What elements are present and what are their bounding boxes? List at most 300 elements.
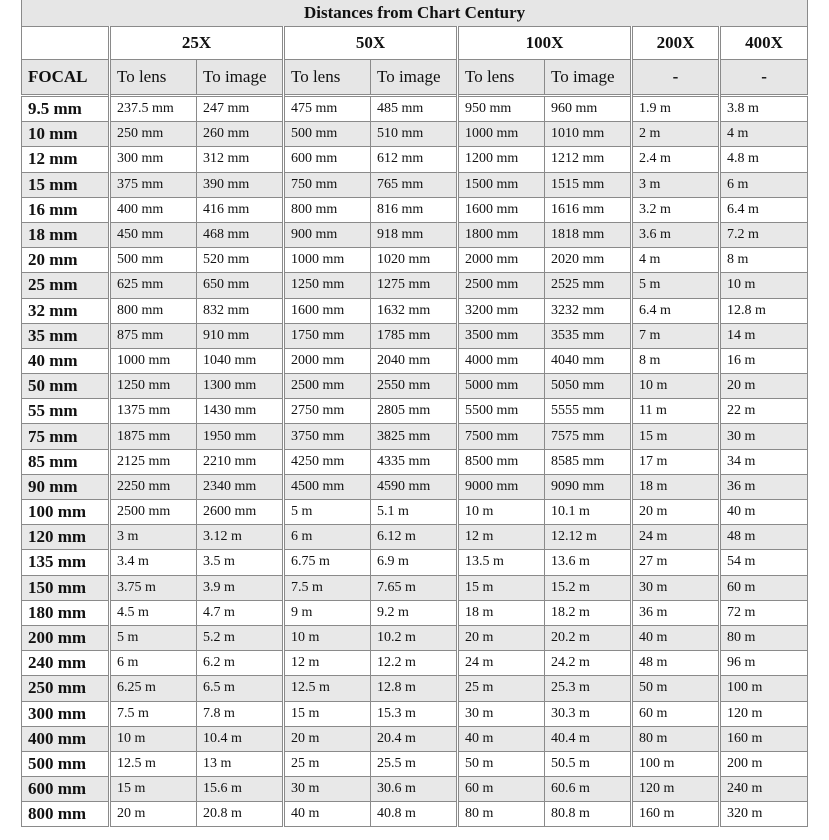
distance-cell: 15 m bbox=[284, 701, 371, 726]
distance-cell: 1430 mm bbox=[197, 399, 284, 424]
focal-cell: 800 mm bbox=[22, 802, 110, 827]
distance-cell: 5.1 m bbox=[371, 500, 458, 525]
focal-cell: 85 mm bbox=[22, 449, 110, 474]
focal-cell: 100 mm bbox=[22, 500, 110, 525]
distance-cell: 1632 mm bbox=[371, 298, 458, 323]
distance-cell: 14 m bbox=[720, 323, 808, 348]
distance-cell: 2340 mm bbox=[197, 474, 284, 499]
distance-cell: 312 mm bbox=[197, 147, 284, 172]
group-header-25x: 25X bbox=[110, 27, 284, 60]
focal-cell: 90 mm bbox=[22, 474, 110, 499]
table-row bbox=[22, 248, 808, 273]
distance-cell: 510 mm bbox=[371, 122, 458, 147]
distance-cell: 80 m bbox=[720, 625, 808, 650]
table-row bbox=[22, 374, 808, 399]
group-header-100x: 100X bbox=[458, 27, 632, 60]
distance-cell: 237.5 mm bbox=[110, 96, 197, 122]
focal-cell: 10 mm bbox=[22, 122, 110, 147]
distance-cell: 2600 mm bbox=[197, 500, 284, 525]
distance-cell: 475 mm bbox=[284, 96, 371, 122]
distance-cell: 900 mm bbox=[284, 222, 371, 247]
table-row bbox=[22, 726, 808, 751]
distance-cell: 800 mm bbox=[110, 298, 197, 323]
focal-cell: 12 mm bbox=[22, 147, 110, 172]
distance-cell: 20 m bbox=[458, 625, 545, 650]
distance-cell: 20 m bbox=[110, 802, 197, 827]
distance-cell: 7.5 m bbox=[110, 701, 197, 726]
distance-cell: 54 m bbox=[720, 550, 808, 575]
distance-cell: 13 m bbox=[197, 751, 284, 776]
distance-cell: 3825 mm bbox=[371, 424, 458, 449]
distance-cell: 25.5 m bbox=[371, 751, 458, 776]
distance-cell: 2.4 m bbox=[632, 147, 720, 172]
dash-header-400x: - bbox=[720, 60, 808, 96]
distance-cell: 25 m bbox=[458, 676, 545, 701]
distance-cell: 20 m bbox=[720, 374, 808, 399]
distance-cell: 40 m bbox=[458, 726, 545, 751]
distance-table bbox=[21, 0, 808, 827]
focal-cell: 150 mm bbox=[22, 575, 110, 600]
distance-cell: 1275 mm bbox=[371, 273, 458, 298]
distance-cell: 4250 mm bbox=[284, 449, 371, 474]
distance-cell: 816 mm bbox=[371, 197, 458, 222]
distance-cell: 100 m bbox=[720, 676, 808, 701]
group-header-row bbox=[22, 27, 808, 60]
distance-cell: 3.8 m bbox=[720, 96, 808, 122]
table-row bbox=[22, 802, 808, 827]
distance-cell: 15 m bbox=[110, 777, 197, 802]
table-row bbox=[22, 273, 808, 298]
table-row bbox=[22, 701, 808, 726]
distance-cell: 5.2 m bbox=[197, 625, 284, 650]
distance-cell: 625 mm bbox=[110, 273, 197, 298]
distance-cell: 10 m bbox=[284, 625, 371, 650]
distance-cell: 2210 mm bbox=[197, 449, 284, 474]
distance-cell: 72 m bbox=[720, 600, 808, 625]
distance-cell: 7.5 m bbox=[284, 575, 371, 600]
distance-cell: 20.4 m bbox=[371, 726, 458, 751]
distance-cell: 10 m bbox=[458, 500, 545, 525]
distance-cell: 50 m bbox=[458, 751, 545, 776]
distance-cell: 80 m bbox=[458, 802, 545, 827]
distance-cell: 2500 mm bbox=[110, 500, 197, 525]
group-header-50x: 50X bbox=[284, 27, 458, 60]
distance-cell: 9.2 m bbox=[371, 600, 458, 625]
focal-cell: 40 mm bbox=[22, 348, 110, 373]
table-row bbox=[22, 575, 808, 600]
distance-cell: 5 m bbox=[110, 625, 197, 650]
table-row bbox=[22, 399, 808, 424]
to-image-header-50x: To image bbox=[371, 60, 458, 96]
distance-cell: 3232 mm bbox=[545, 298, 632, 323]
distance-cell: 6.9 m bbox=[371, 550, 458, 575]
distance-cell: 18 m bbox=[458, 600, 545, 625]
distance-cell: 500 mm bbox=[284, 122, 371, 147]
distance-cell: 7575 mm bbox=[545, 424, 632, 449]
table-row bbox=[22, 500, 808, 525]
distance-cell: 6.4 m bbox=[720, 197, 808, 222]
title-row bbox=[22, 0, 808, 27]
distance-cell: 2805 mm bbox=[371, 399, 458, 424]
distance-cell: 4.5 m bbox=[110, 600, 197, 625]
distance-cell: 1250 mm bbox=[284, 273, 371, 298]
distance-cell: 6.2 m bbox=[197, 651, 284, 676]
distance-cell: 15.2 m bbox=[545, 575, 632, 600]
distance-cell: 30 m bbox=[458, 701, 545, 726]
distance-cell: 13.6 m bbox=[545, 550, 632, 575]
distance-cell: 1040 mm bbox=[197, 348, 284, 373]
focal-cell: 240 mm bbox=[22, 651, 110, 676]
distance-cell: 30 m bbox=[284, 777, 371, 802]
distance-cell: 4335 mm bbox=[371, 449, 458, 474]
distance-cell: 12.12 m bbox=[545, 525, 632, 550]
distance-cell: 485 mm bbox=[371, 96, 458, 122]
distance-cell: 6.12 m bbox=[371, 525, 458, 550]
distance-cell: 12.5 m bbox=[284, 676, 371, 701]
distance-cell: 10 m bbox=[720, 273, 808, 298]
distance-cell: 750 mm bbox=[284, 172, 371, 197]
distance-cell: 50.5 m bbox=[545, 751, 632, 776]
distance-cell: 12.2 m bbox=[371, 651, 458, 676]
table-row bbox=[22, 751, 808, 776]
distance-cell: 3.5 m bbox=[197, 550, 284, 575]
distance-cell: 650 mm bbox=[197, 273, 284, 298]
distance-cell: 5 m bbox=[632, 273, 720, 298]
distance-cell: 2 m bbox=[632, 122, 720, 147]
distance-cell: 48 m bbox=[720, 525, 808, 550]
distance-cell: 4040 mm bbox=[545, 348, 632, 373]
focal-cell: 35 mm bbox=[22, 323, 110, 348]
distance-cell: 5050 mm bbox=[545, 374, 632, 399]
distance-cell: 375 mm bbox=[110, 172, 197, 197]
distance-cell: 390 mm bbox=[197, 172, 284, 197]
distance-cell: 3 m bbox=[110, 525, 197, 550]
distance-cell: 7.8 m bbox=[197, 701, 284, 726]
table-row bbox=[22, 525, 808, 550]
group-header-400x: 400X bbox=[720, 27, 808, 60]
distance-cell: 60 m bbox=[720, 575, 808, 600]
focal-cell: 500 mm bbox=[22, 751, 110, 776]
distance-cell: 765 mm bbox=[371, 172, 458, 197]
distance-cell: 260 mm bbox=[197, 122, 284, 147]
table-row bbox=[22, 172, 808, 197]
distance-cell: 2250 mm bbox=[110, 474, 197, 499]
distance-cell: 3.4 m bbox=[110, 550, 197, 575]
distance-cell: 200 m bbox=[720, 751, 808, 776]
distance-cell: 8 m bbox=[720, 248, 808, 273]
focal-cell: 180 mm bbox=[22, 600, 110, 625]
distance-cell: 18.2 m bbox=[545, 600, 632, 625]
distance-cell: 40 m bbox=[632, 625, 720, 650]
table-title: Distances from Chart Century bbox=[22, 0, 808, 27]
distance-cell: 20.8 m bbox=[197, 802, 284, 827]
distance-cell: 30 m bbox=[632, 575, 720, 600]
distance-cell: 6 m bbox=[284, 525, 371, 550]
distance-cell: 247 mm bbox=[197, 96, 284, 122]
to-lens-header-50x: To lens bbox=[284, 60, 371, 96]
focal-cell: 20 mm bbox=[22, 248, 110, 273]
distance-cell: 20.2 m bbox=[545, 625, 632, 650]
distance-cell: 10 m bbox=[632, 374, 720, 399]
distance-cell: 60 m bbox=[458, 777, 545, 802]
distance-cell: 80 m bbox=[632, 726, 720, 751]
distance-cell: 18 m bbox=[632, 474, 720, 499]
to-image-header-25x: To image bbox=[197, 60, 284, 96]
distance-cell: 1020 mm bbox=[371, 248, 458, 273]
distance-cell: 20 m bbox=[632, 500, 720, 525]
distance-cell: 416 mm bbox=[197, 197, 284, 222]
distance-cell: 160 m bbox=[632, 802, 720, 827]
distance-cell: 5500 mm bbox=[458, 399, 545, 424]
distance-cell: 450 mm bbox=[110, 222, 197, 247]
distance-cell: 60.6 m bbox=[545, 777, 632, 802]
focal-cell: 120 mm bbox=[22, 525, 110, 550]
distance-cell: 30 m bbox=[720, 424, 808, 449]
distance-cell: 1600 mm bbox=[458, 197, 545, 222]
distance-cell: 1300 mm bbox=[197, 374, 284, 399]
table-row bbox=[22, 298, 808, 323]
distance-cell: 875 mm bbox=[110, 323, 197, 348]
distance-cell: 7 m bbox=[632, 323, 720, 348]
distance-cell: 6.75 m bbox=[284, 550, 371, 575]
table-row bbox=[22, 651, 808, 676]
focal-cell: 9.5 mm bbox=[22, 96, 110, 122]
distance-cell: 12.5 m bbox=[110, 751, 197, 776]
distance-cell: 12 m bbox=[284, 651, 371, 676]
table-row bbox=[22, 449, 808, 474]
focal-cell: 55 mm bbox=[22, 399, 110, 424]
distance-cell: 3200 mm bbox=[458, 298, 545, 323]
distance-cell: 2500 mm bbox=[458, 273, 545, 298]
distance-cell: 10.4 m bbox=[197, 726, 284, 751]
distance-cell: 2000 mm bbox=[458, 248, 545, 273]
distance-cell: 1250 mm bbox=[110, 374, 197, 399]
distance-cell: 3.2 m bbox=[632, 197, 720, 222]
distance-cell: 1375 mm bbox=[110, 399, 197, 424]
distance-cell: 1000 mm bbox=[110, 348, 197, 373]
group-header-200x: 200X bbox=[632, 27, 720, 60]
distance-cell: 468 mm bbox=[197, 222, 284, 247]
distance-cell: 5 m bbox=[284, 500, 371, 525]
distance-cell: 15 m bbox=[632, 424, 720, 449]
distance-cell: 1950 mm bbox=[197, 424, 284, 449]
distance-cell: 48 m bbox=[632, 651, 720, 676]
distance-cell: 120 m bbox=[632, 777, 720, 802]
distance-cell: 240 m bbox=[720, 777, 808, 802]
distance-cell: 1000 mm bbox=[458, 122, 545, 147]
distance-cell: 2125 mm bbox=[110, 449, 197, 474]
distance-cell: 5555 mm bbox=[545, 399, 632, 424]
distance-cell: 300 mm bbox=[110, 147, 197, 172]
distance-cell: 15.3 m bbox=[371, 701, 458, 726]
focal-header: FOCAL bbox=[22, 60, 110, 96]
distance-cell: 9000 mm bbox=[458, 474, 545, 499]
table-row bbox=[22, 600, 808, 625]
distance-cell: 3500 mm bbox=[458, 323, 545, 348]
focal-cell: 50 mm bbox=[22, 374, 110, 399]
distance-cell: 7.2 m bbox=[720, 222, 808, 247]
distance-cell: 12.8 m bbox=[720, 298, 808, 323]
table-body bbox=[22, 96, 808, 827]
focal-cell: 200 mm bbox=[22, 625, 110, 650]
distance-cell: 24.2 m bbox=[545, 651, 632, 676]
distance-cell: 17 m bbox=[632, 449, 720, 474]
distance-cell: 2500 mm bbox=[284, 374, 371, 399]
focal-cell: 18 mm bbox=[22, 222, 110, 247]
distance-cell: 60 m bbox=[632, 701, 720, 726]
distance-cell: 10 m bbox=[110, 726, 197, 751]
distance-cell: 4.8 m bbox=[720, 147, 808, 172]
distance-cell: 3.75 m bbox=[110, 575, 197, 600]
table-row bbox=[22, 222, 808, 247]
distance-cell: 4 m bbox=[632, 248, 720, 273]
distance-cell: 20 m bbox=[284, 726, 371, 751]
distance-cell: 22 m bbox=[720, 399, 808, 424]
distance-cell: 9090 mm bbox=[545, 474, 632, 499]
focal-cell: 32 mm bbox=[22, 298, 110, 323]
distance-cell: 36 m bbox=[632, 600, 720, 625]
distance-cell: 8500 mm bbox=[458, 449, 545, 474]
distance-cell: 27 m bbox=[632, 550, 720, 575]
distance-cell: 6 m bbox=[720, 172, 808, 197]
distance-cell: 2020 mm bbox=[545, 248, 632, 273]
distance-cell: 3.9 m bbox=[197, 575, 284, 600]
distance-cell: 5000 mm bbox=[458, 374, 545, 399]
focal-cell: 135 mm bbox=[22, 550, 110, 575]
distance-cell: 3750 mm bbox=[284, 424, 371, 449]
distance-cell: 24 m bbox=[458, 651, 545, 676]
distance-cell: 34 m bbox=[720, 449, 808, 474]
distance-cell: 1010 mm bbox=[545, 122, 632, 147]
distance-cell: 4000 mm bbox=[458, 348, 545, 373]
distance-cell: 4590 mm bbox=[371, 474, 458, 499]
table-row bbox=[22, 550, 808, 575]
distance-cell: 1200 mm bbox=[458, 147, 545, 172]
distance-cell: 9 m bbox=[284, 600, 371, 625]
group-header-blank bbox=[22, 27, 110, 60]
table-row bbox=[22, 474, 808, 499]
distance-cell: 1616 mm bbox=[545, 197, 632, 222]
table-row bbox=[22, 625, 808, 650]
table-row bbox=[22, 676, 808, 701]
distance-table-container bbox=[21, 0, 807, 827]
distance-cell: 13.5 m bbox=[458, 550, 545, 575]
distance-cell: 600 mm bbox=[284, 147, 371, 172]
sub-header-row bbox=[22, 60, 808, 96]
distance-cell: 1600 mm bbox=[284, 298, 371, 323]
distance-cell: 1750 mm bbox=[284, 323, 371, 348]
table-row bbox=[22, 122, 808, 147]
distance-cell: 80.8 m bbox=[545, 802, 632, 827]
distance-cell: 40.8 m bbox=[371, 802, 458, 827]
distance-cell: 3535 mm bbox=[545, 323, 632, 348]
table-row bbox=[22, 348, 808, 373]
distance-cell: 2525 mm bbox=[545, 273, 632, 298]
distance-cell: 3.6 m bbox=[632, 222, 720, 247]
focal-cell: 300 mm bbox=[22, 701, 110, 726]
table-row bbox=[22, 424, 808, 449]
distance-cell: 1515 mm bbox=[545, 172, 632, 197]
distance-cell: 918 mm bbox=[371, 222, 458, 247]
distance-cell: 120 m bbox=[720, 701, 808, 726]
distance-cell: 12.8 m bbox=[371, 676, 458, 701]
distance-cell: 6.25 m bbox=[110, 676, 197, 701]
distance-cell: 1785 mm bbox=[371, 323, 458, 348]
distance-cell: 910 mm bbox=[197, 323, 284, 348]
distance-cell: 25.3 m bbox=[545, 676, 632, 701]
table-row bbox=[22, 777, 808, 802]
focal-cell: 400 mm bbox=[22, 726, 110, 751]
distance-cell: 950 mm bbox=[458, 96, 545, 122]
distance-cell: 50 m bbox=[632, 676, 720, 701]
distance-cell: 250 mm bbox=[110, 122, 197, 147]
distance-cell: 40 m bbox=[720, 500, 808, 525]
distance-cell: 7500 mm bbox=[458, 424, 545, 449]
to-image-header-100x: To image bbox=[545, 60, 632, 96]
distance-cell: 1.9 m bbox=[632, 96, 720, 122]
distance-cell: 6.4 m bbox=[632, 298, 720, 323]
distance-cell: 400 mm bbox=[110, 197, 197, 222]
distance-cell: 10.1 m bbox=[545, 500, 632, 525]
distance-cell: 8 m bbox=[632, 348, 720, 373]
distance-cell: 30.3 m bbox=[545, 701, 632, 726]
distance-cell: 96 m bbox=[720, 651, 808, 676]
table-row bbox=[22, 147, 808, 172]
distance-cell: 40 m bbox=[284, 802, 371, 827]
to-lens-header-100x: To lens bbox=[458, 60, 545, 96]
focal-cell: 15 mm bbox=[22, 172, 110, 197]
distance-cell: 960 mm bbox=[545, 96, 632, 122]
distance-cell: 16 m bbox=[720, 348, 808, 373]
distance-cell: 2750 mm bbox=[284, 399, 371, 424]
distance-cell: 11 m bbox=[632, 399, 720, 424]
distance-cell: 12 m bbox=[458, 525, 545, 550]
focal-cell: 250 mm bbox=[22, 676, 110, 701]
table-row bbox=[22, 96, 808, 122]
distance-cell: 100 m bbox=[632, 751, 720, 776]
distance-cell: 3 m bbox=[632, 172, 720, 197]
focal-cell: 75 mm bbox=[22, 424, 110, 449]
distance-cell: 15 m bbox=[458, 575, 545, 600]
distance-cell: 30.6 m bbox=[371, 777, 458, 802]
distance-cell: 832 mm bbox=[197, 298, 284, 323]
distance-cell: 320 m bbox=[720, 802, 808, 827]
focal-cell: 25 mm bbox=[22, 273, 110, 298]
distance-cell: 6 m bbox=[110, 651, 197, 676]
distance-cell: 1800 mm bbox=[458, 222, 545, 247]
distance-cell: 1500 mm bbox=[458, 172, 545, 197]
distance-cell: 15.6 m bbox=[197, 777, 284, 802]
distance-cell: 1818 mm bbox=[545, 222, 632, 247]
distance-cell: 4.7 m bbox=[197, 600, 284, 625]
distance-cell: 7.65 m bbox=[371, 575, 458, 600]
distance-cell: 2550 mm bbox=[371, 374, 458, 399]
distance-cell: 4 m bbox=[720, 122, 808, 147]
distance-cell: 1000 mm bbox=[284, 248, 371, 273]
focal-cell: 600 mm bbox=[22, 777, 110, 802]
distance-cell: 36 m bbox=[720, 474, 808, 499]
distance-cell: 8585 mm bbox=[545, 449, 632, 474]
distance-cell: 25 m bbox=[284, 751, 371, 776]
to-lens-header-25x: To lens bbox=[110, 60, 197, 96]
dash-header-200x: - bbox=[632, 60, 720, 96]
distance-cell: 3.12 m bbox=[197, 525, 284, 550]
table-row bbox=[22, 323, 808, 348]
distance-cell: 40.4 m bbox=[545, 726, 632, 751]
distance-cell: 2040 mm bbox=[371, 348, 458, 373]
distance-cell: 520 mm bbox=[197, 248, 284, 273]
distance-cell: 1212 mm bbox=[545, 147, 632, 172]
